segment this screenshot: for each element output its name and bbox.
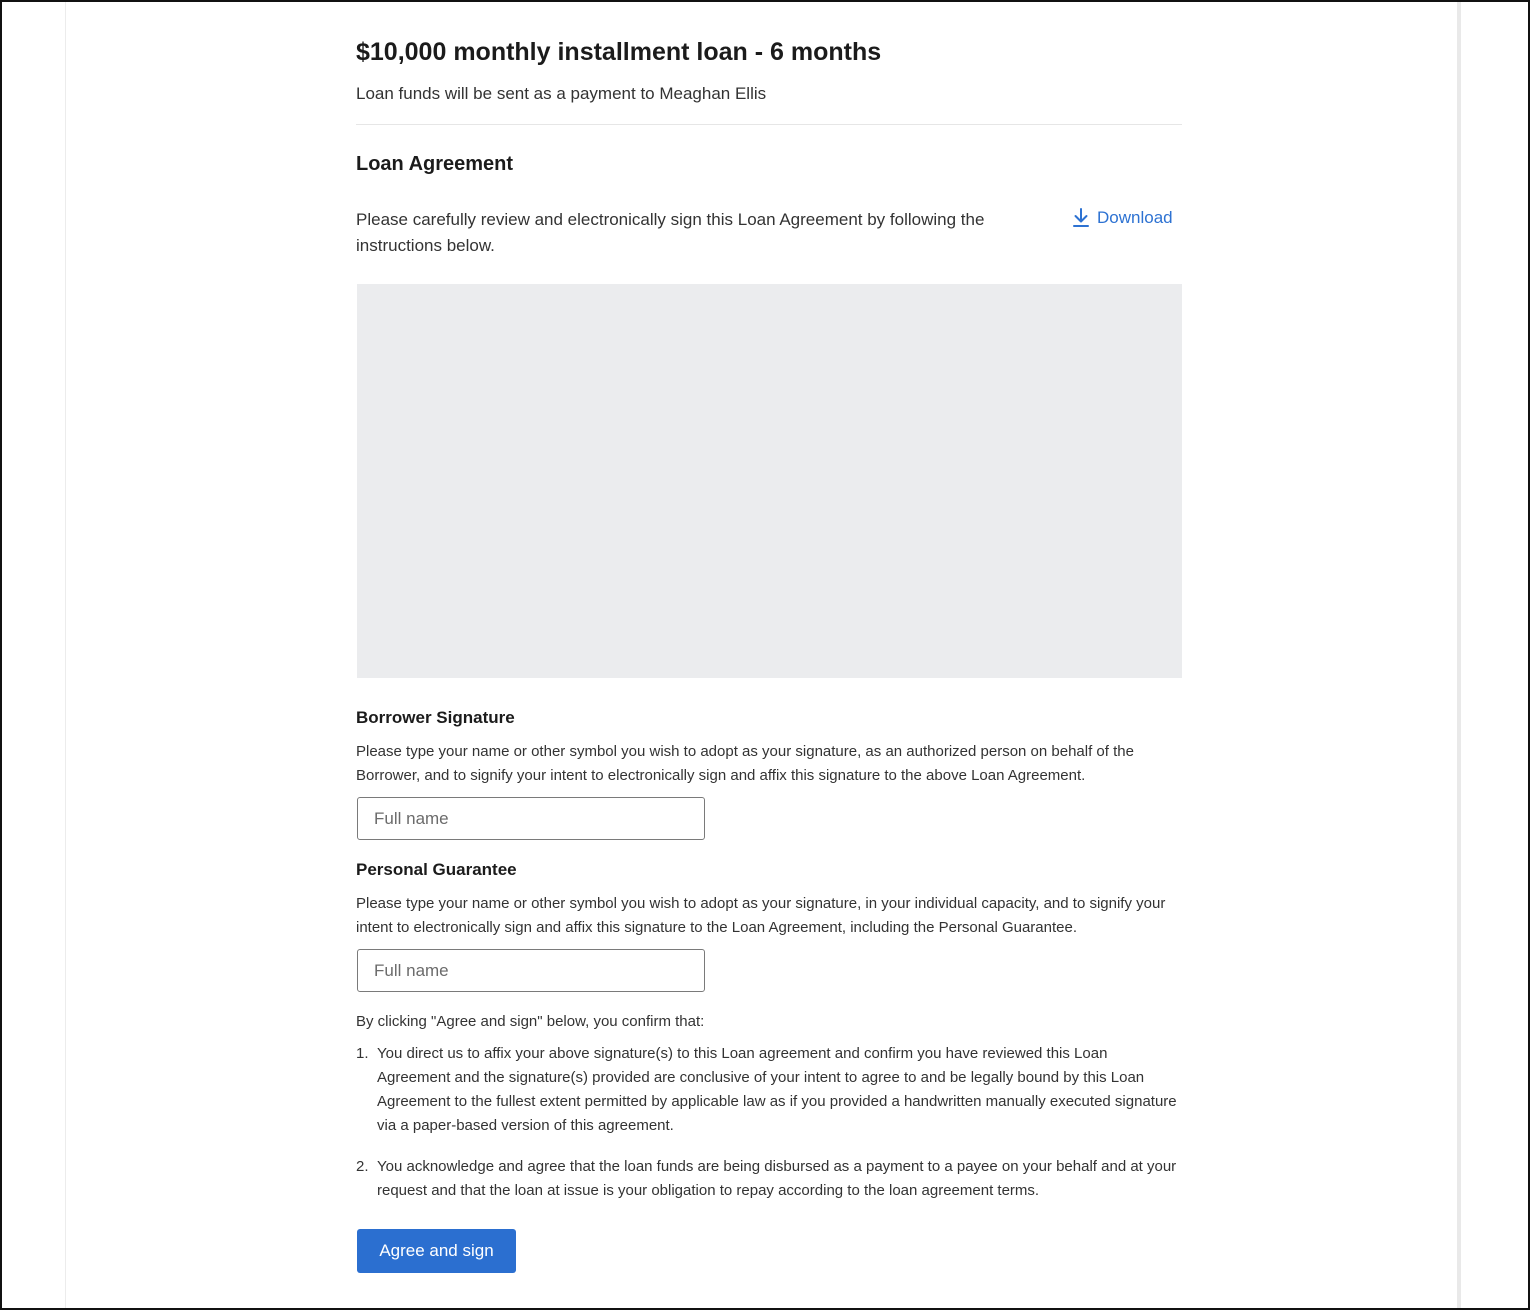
term-text: You direct us to affix your above signature(s) to this Loan agreement and confirm you have reviewed this Loan Agreement and the signature(s) provided are conclusive of your intent to agree to and be legally bound by this Loan Agreement to the fullest extent permitted by applicable law as if you provided a handwritten manually executed signature via a paper-based version of this agreement. (377, 1045, 1177, 1134)
loan-agreement-heading: Loan Agreement (356, 153, 514, 175)
personal-guarantee-instructions: Please type your name or other symbol you wish to adopt as your signature, in your individual capacity, and to signify your intent to electronically sign and affix this signature to the Loan Agreement, including the Personal Guarantee. (356, 895, 1166, 936)
confirmation-term (356, 1155, 1182, 1203)
term-number: 2. (356, 1158, 369, 1175)
loan-agreement-instructions: Please carefully review and electronically sign this Loan Agreement by following the instructions below. (356, 210, 985, 255)
borrower-signature-heading: Borrower Signature (356, 708, 515, 727)
agree-and-sign-button[interactable]: Agree and sign (357, 1229, 516, 1273)
confirmation-intro: By clicking "Agree and sign" below, you confirm that: (356, 1013, 705, 1030)
loan-subtitle: Loan funds will be sent as a payment to Meaghan Ellis (356, 84, 767, 103)
scrollbar-track[interactable] (1457, 2, 1461, 1308)
confirmation-term (356, 1042, 1182, 1138)
term-text: You acknowledge and agree that the loan funds are being disbursed as a payment to a payee on your behalf and at your request and that the loan at issue is your obligation to repay according to the loan agreement terms. (377, 1158, 1177, 1199)
left-page-border (65, 2, 66, 1308)
loan-title: $10,000 monthly installment loan - 6 months (356, 38, 882, 66)
borrower-signature-instructions: Please type your name or other symbol you wish to adopt as your signature, as an authorized person on behalf of the Borrower, and to signify your intent to electronically sign and affix this signature to the above Loan Agreement. (356, 743, 1134, 784)
download-link[interactable] (1072, 208, 1173, 228)
guarantor-full-name-input[interactable] (357, 949, 705, 992)
loan-agreement-document-preview[interactable] (357, 284, 1182, 678)
term-number: 1. (356, 1045, 369, 1062)
confirmation-terms-list (356, 1042, 1182, 1203)
download-icon (1072, 208, 1090, 228)
download-label: Download (1097, 208, 1173, 227)
borrower-full-name-input[interactable] (357, 797, 705, 840)
section-divider (356, 124, 1182, 125)
personal-guarantee-heading: Personal Guarantee (356, 860, 517, 879)
